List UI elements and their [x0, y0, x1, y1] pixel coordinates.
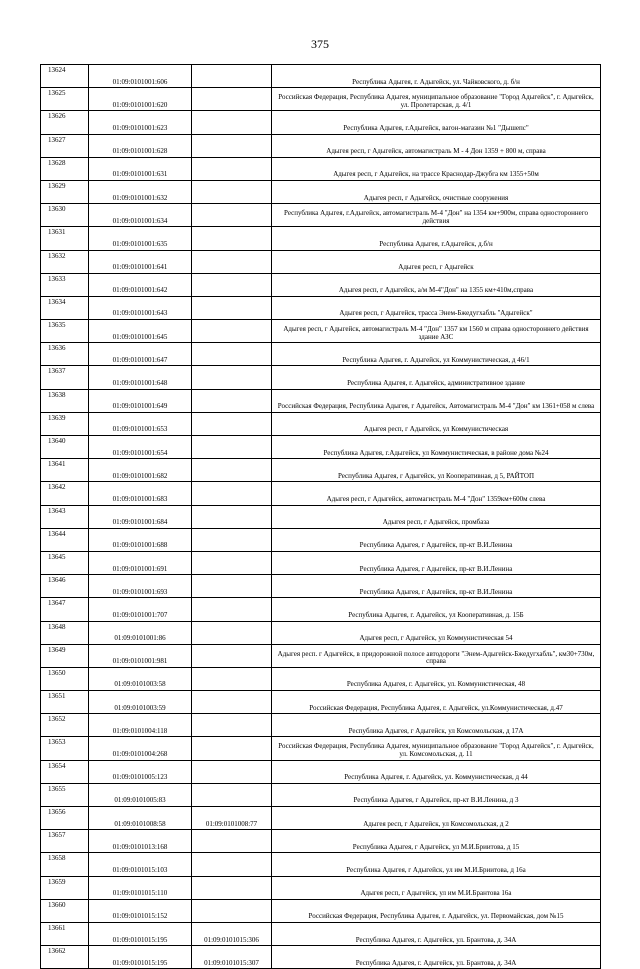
row-number-cell: 13625	[41, 88, 89, 111]
related-cadastral-number-cell	[192, 691, 272, 714]
cadastral-number-cell: 01:09:0101015:110	[89, 876, 192, 899]
cadastral-number-cell: 01:09:0101001:628	[89, 134, 192, 157]
row-number-cell: 13646	[41, 575, 89, 598]
row-number-cell: 13644	[41, 528, 89, 551]
row-number-cell: 13631	[41, 227, 89, 250]
row-number-cell: 13654	[41, 760, 89, 783]
row-number-cell: 13641	[41, 459, 89, 482]
row-number-cell: 13661	[41, 922, 89, 945]
address-cell: Республика Адыгея, г.Адыгейск, д.б/н	[272, 227, 601, 250]
address-cell: Адыгея респ, г Адыгейск, автомагистраль М-4 "Дон" 1357 км 1560 м справа одностороннего действия здание АЗС	[272, 320, 601, 343]
address-cell: Адыгея респ, г Адыгейск, а/м М-4"Дон" на 1355 км+410м,справа	[272, 273, 601, 296]
address-cell: Республика Адыгея, г. Адыгейск, ул. Брантова, д. 34А	[272, 946, 601, 969]
address-cell: Адыгея респ, г Адыгейск, автомагистраль М-4 "Дон" 1359км+600м слева	[272, 482, 601, 505]
related-cadastral-number-cell	[192, 714, 272, 737]
related-cadastral-number-cell	[192, 412, 272, 435]
registry-table	[40, 64, 601, 969]
cadastral-number-cell: 01:09:0101003:59	[89, 691, 192, 714]
cadastral-number-cell: 01:09:0101004:268	[89, 737, 192, 760]
table-row	[41, 946, 601, 969]
related-cadastral-number-cell	[192, 180, 272, 203]
address-cell: Адыгея респ, г Адыгейск, трасса Энем-Бжедугхабль "Адыгейск"	[272, 296, 601, 319]
cadastral-number-cell: 01:09:0101003:58	[89, 667, 192, 690]
cadastral-number-cell: 01:09:0101001:643	[89, 296, 192, 319]
address-cell: Российская Федерация, Республика Адыгея, г. Адыгейск, ул. Первомайская, дом №15	[272, 899, 601, 922]
table-row	[41, 296, 601, 319]
table-row	[41, 551, 601, 574]
table-row	[41, 134, 601, 157]
address-cell: Республика Адыгея, г Адыгейск, пр-кт В.И.Ленина	[272, 575, 601, 598]
row-number-cell: 13629	[41, 180, 89, 203]
row-number-cell: 13626	[41, 111, 89, 134]
address-cell: Российская Федерация, Республика Адыгея, г Адыгейск, Автомагистраль М-4 "Дон" км 1361+058 м слева	[272, 389, 601, 412]
cadastral-number-cell: 01:09:0101001:642	[89, 273, 192, 296]
row-number-cell: 13639	[41, 412, 89, 435]
related-cadastral-number-cell	[192, 343, 272, 366]
table-row	[41, 598, 601, 621]
table-row	[41, 366, 601, 389]
address-cell: Республика Адыгея, г. Адыгейск, ул Кооперативная, д. 15Б	[272, 598, 601, 621]
table-row	[41, 412, 601, 435]
address-cell: Республика Адыгея, г Адыгейск, пр-кт В.И.Ленина	[272, 528, 601, 551]
related-cadastral-number-cell	[192, 505, 272, 528]
row-number-cell: 13636	[41, 343, 89, 366]
table-row	[41, 899, 601, 922]
table-row	[41, 667, 601, 690]
address-cell: Адыгея респ, г Адыгейск, промбаза	[272, 505, 601, 528]
table-row	[41, 528, 601, 551]
address-cell: Российская Федерация, Республика Адыгея, муниципальное образование "Город Адыгейск", г. Адыгейск, ул. Комсомольская, д. 11	[272, 737, 601, 760]
address-cell: Адыгея респ, г Адыгейск, ул им М.И.Брантова 16а	[272, 876, 601, 899]
related-cadastral-number-cell	[192, 459, 272, 482]
table-row	[41, 760, 601, 783]
related-cadastral-number-cell	[192, 644, 272, 667]
related-cadastral-number-cell	[192, 899, 272, 922]
address-cell: Адыгея респ, г Адыгейск, очистные сооружения	[272, 180, 601, 203]
related-cadastral-number-cell	[192, 621, 272, 644]
row-number-cell: 13645	[41, 551, 89, 574]
table-row	[41, 436, 601, 459]
cadastral-number-cell: 01:09:0101001:682	[89, 459, 192, 482]
related-cadastral-number-cell	[192, 273, 272, 296]
related-cadastral-number-cell	[192, 760, 272, 783]
row-number-cell: 13627	[41, 134, 89, 157]
table-row	[41, 111, 601, 134]
table-row	[41, 853, 601, 876]
cadastral-number-cell: 01:09:0101008:58	[89, 807, 192, 830]
related-cadastral-number-cell	[192, 389, 272, 412]
row-number-cell: 13656	[41, 807, 89, 830]
address-cell: Республика Адыгея, г.Адыгейск, вагон-магазин №1 "Дышепс"	[272, 111, 601, 134]
row-number-cell: 13660	[41, 899, 89, 922]
cadastral-number-cell: 01:09:0101015:152	[89, 899, 192, 922]
address-cell: Республика Адыгея, г Адыгейск, пр-кт В.И.Ленина, д 3	[272, 783, 601, 806]
row-number-cell: 13658	[41, 853, 89, 876]
cadastral-number-cell: 01:09:0101004:118	[89, 714, 192, 737]
table-row	[41, 180, 601, 203]
address-cell: Адыгея респ, г Адыгейск, автомагистраль М - 4 Дон 1359 + 800 м, справа	[272, 134, 601, 157]
address-cell: Адыгея респ, г Адыгейск, ул Коммунистическая 54	[272, 621, 601, 644]
related-cadastral-number-cell	[192, 296, 272, 319]
related-cadastral-number-cell	[192, 551, 272, 574]
table-row	[41, 459, 601, 482]
page-number: 375	[311, 37, 329, 51]
table-row	[41, 273, 601, 296]
address-cell: Республика Адыгея, г. Адыгейск, ул. Коммунистическая, 48	[272, 667, 601, 690]
address-cell: Российская Федерация, Республика Адыгея, муниципальное образование "Город Адыгейск", г. Адыгейск, ул. Пролетарская, д. 4/1	[272, 88, 601, 111]
row-number-cell: 13640	[41, 436, 89, 459]
row-number-cell: 13632	[41, 250, 89, 273]
table-row	[41, 505, 601, 528]
table-row	[41, 783, 601, 806]
cadastral-number-cell: 01:09:0101001:691	[89, 551, 192, 574]
related-cadastral-number-cell: 01:09:0101015:306	[192, 922, 272, 945]
cadastral-number-cell: 01:09:0101005:123	[89, 760, 192, 783]
related-cadastral-number-cell	[192, 528, 272, 551]
cadastral-number-cell: 01:09:0101001:683	[89, 482, 192, 505]
row-number-cell: 13643	[41, 505, 89, 528]
address-cell: Республика Адыгея, г Адыгейск, ул Кооперативная, д 5, РАЙТОП	[272, 459, 601, 482]
address-cell: Республика Адыгея, г Адыгейск, ул Комсомольская, д 17А	[272, 714, 601, 737]
row-number-cell: 13662	[41, 946, 89, 969]
related-cadastral-number-cell	[192, 65, 272, 88]
cadastral-number-cell: 01:09:0101001:634	[89, 204, 192, 227]
row-number-cell: 13652	[41, 714, 89, 737]
row-number-cell: 13657	[41, 830, 89, 853]
related-cadastral-number-cell	[192, 876, 272, 899]
related-cadastral-number-cell	[192, 250, 272, 273]
table-row	[41, 227, 601, 250]
table-row	[41, 65, 601, 88]
row-number-cell: 13649	[41, 644, 89, 667]
cadastral-number-cell: 01:09:0101001:606	[89, 65, 192, 88]
address-cell: Республика Адыгея, г. Адыгейск, административное здание	[272, 366, 601, 389]
table-row	[41, 157, 601, 180]
cadastral-number-cell: 01:09:0101015:195	[89, 946, 192, 969]
table-row	[41, 714, 601, 737]
related-cadastral-number-cell	[192, 204, 272, 227]
table-row	[41, 830, 601, 853]
cadastral-number-cell: 01:09:0101005:83	[89, 783, 192, 806]
table-row	[41, 482, 601, 505]
table-row	[41, 691, 601, 714]
cadastral-number-cell: 01:09:0101001:684	[89, 505, 192, 528]
related-cadastral-number-cell: 01:09:0101015:307	[192, 946, 272, 969]
table-row	[41, 922, 601, 945]
cadastral-number-cell: 01:09:0101015:103	[89, 853, 192, 876]
cadastral-number-cell: 01:09:0101001:648	[89, 366, 192, 389]
address-cell: Республика Адыгея, г Адыгейск, пр-кт В.И.Ленина	[272, 551, 601, 574]
related-cadastral-number-cell	[192, 853, 272, 876]
row-number-cell: 13655	[41, 783, 89, 806]
cadastral-number-cell: 01:09:0101001:653	[89, 412, 192, 435]
table-row	[41, 876, 601, 899]
related-cadastral-number-cell	[192, 366, 272, 389]
address-cell: Республика Адыгея, г Адыгейск, ул им М.И.Бриитова, д 16а	[272, 853, 601, 876]
address-cell: Адыгея респ, г Адыгейск, ул Коммунистическая	[272, 412, 601, 435]
address-cell: Республика Адыгея, г. Адыгейск, ул. Чайковского, д. б/н	[272, 65, 601, 88]
address-cell: Республика Адыгея, г. Адыгейск, ул. Брантова, д. 34А	[272, 922, 601, 945]
cadastral-number-cell: 01:09:0101001:654	[89, 436, 192, 459]
related-cadastral-number-cell	[192, 737, 272, 760]
row-number-cell: 13630	[41, 204, 89, 227]
table-row	[41, 389, 601, 412]
related-cadastral-number-cell	[192, 227, 272, 250]
address-cell: Российская Федерация, Республика Адыгея, г. Адыгейск, ул.Коммунистическая, д.47	[272, 691, 601, 714]
row-number-cell: 13638	[41, 389, 89, 412]
cadastral-number-cell: 01:09:0101001:641	[89, 250, 192, 273]
table-row	[41, 807, 601, 830]
row-number-cell: 13634	[41, 296, 89, 319]
row-number-cell: 13624	[41, 65, 89, 88]
row-number-cell: 13659	[41, 876, 89, 899]
row-number-cell: 13648	[41, 621, 89, 644]
row-number-cell: 13651	[41, 691, 89, 714]
row-number-cell: 13633	[41, 273, 89, 296]
cadastral-number-cell: 01:09:0101001:688	[89, 528, 192, 551]
cadastral-number-cell: 01:09:0101001:620	[89, 88, 192, 111]
cadastral-number-cell: 01:09:0101001:86	[89, 621, 192, 644]
row-number-cell: 13647	[41, 598, 89, 621]
address-cell: Республика Адыгея, г.Адыгейск, автомагистраль М-4 "Дон" на 1354 км+900м, справа одностороннего действия	[272, 204, 601, 227]
table-row	[41, 621, 601, 644]
related-cadastral-number-cell	[192, 482, 272, 505]
row-number-cell: 13650	[41, 667, 89, 690]
address-cell: Адыгея респ, г Адыгейск	[272, 250, 601, 273]
related-cadastral-number-cell	[192, 134, 272, 157]
cadastral-number-cell: 01:09:0101001:693	[89, 575, 192, 598]
cadastral-number-cell: 01:09:0101015:195	[89, 922, 192, 945]
cadastral-number-cell: 01:09:0101001:981	[89, 644, 192, 667]
address-cell: Адыгея респ, г Адыгейск, ул Комсомольская, д 2	[272, 807, 601, 830]
related-cadastral-number-cell	[192, 830, 272, 853]
related-cadastral-number-cell	[192, 436, 272, 459]
cadastral-number-cell: 01:09:0101001:707	[89, 598, 192, 621]
address-cell: Республика Адыгея, г. Адыгейск, ул Коммунистическая, д 46/1	[272, 343, 601, 366]
related-cadastral-number-cell	[192, 598, 272, 621]
table-row	[41, 644, 601, 667]
table-row	[41, 343, 601, 366]
cadastral-number-cell: 01:09:0101001:645	[89, 320, 192, 343]
related-cadastral-number-cell	[192, 667, 272, 690]
row-number-cell: 13642	[41, 482, 89, 505]
cadastral-number-cell: 01:09:0101013:168	[89, 830, 192, 853]
address-cell: Адыгея респ. г Адыгейск, в придорожной полосе автодороги "Энем-Адыгейск-Бжедугхабль", км30+730м, справа	[272, 644, 601, 667]
row-number-cell: 13635	[41, 320, 89, 343]
cadastral-number-cell: 01:09:0101001:632	[89, 180, 192, 203]
table-row	[41, 737, 601, 760]
address-cell: Республика Адыгея, г Адыгейск, ул М.И.Бриитова, д 15	[272, 830, 601, 853]
related-cadastral-number-cell	[192, 575, 272, 598]
table-row	[41, 88, 601, 111]
row-number-cell: 13628	[41, 157, 89, 180]
related-cadastral-number-cell	[192, 157, 272, 180]
registry-table-body	[41, 65, 601, 969]
cadastral-number-cell: 01:09:0101001:647	[89, 343, 192, 366]
row-number-cell: 13653	[41, 737, 89, 760]
cadastral-number-cell: 01:09:0101001:635	[89, 227, 192, 250]
cadastral-number-cell: 01:09:0101001:623	[89, 111, 192, 134]
related-cadastral-number-cell: 01:09:0101008:77	[192, 807, 272, 830]
table-row	[41, 204, 601, 227]
address-cell: Республика Адыгея, г. Адыгейск, ул. Коммунистическая, д 44	[272, 760, 601, 783]
cadastral-number-cell: 01:09:0101001:631	[89, 157, 192, 180]
row-number-cell: 13637	[41, 366, 89, 389]
table-row	[41, 250, 601, 273]
address-cell: Адыгея респ, г Адыгейск, на трассе Краснодар-Джубга км 1355+50м	[272, 157, 601, 180]
related-cadastral-number-cell	[192, 88, 272, 111]
cadastral-number-cell: 01:09:0101001:649	[89, 389, 192, 412]
related-cadastral-number-cell	[192, 783, 272, 806]
related-cadastral-number-cell	[192, 111, 272, 134]
related-cadastral-number-cell	[192, 320, 272, 343]
address-cell: Республика Адыгея, г.Адыгейск, ул Коммунистическая, в районе дома №24	[272, 436, 601, 459]
table-row	[41, 320, 601, 343]
table-row	[41, 575, 601, 598]
